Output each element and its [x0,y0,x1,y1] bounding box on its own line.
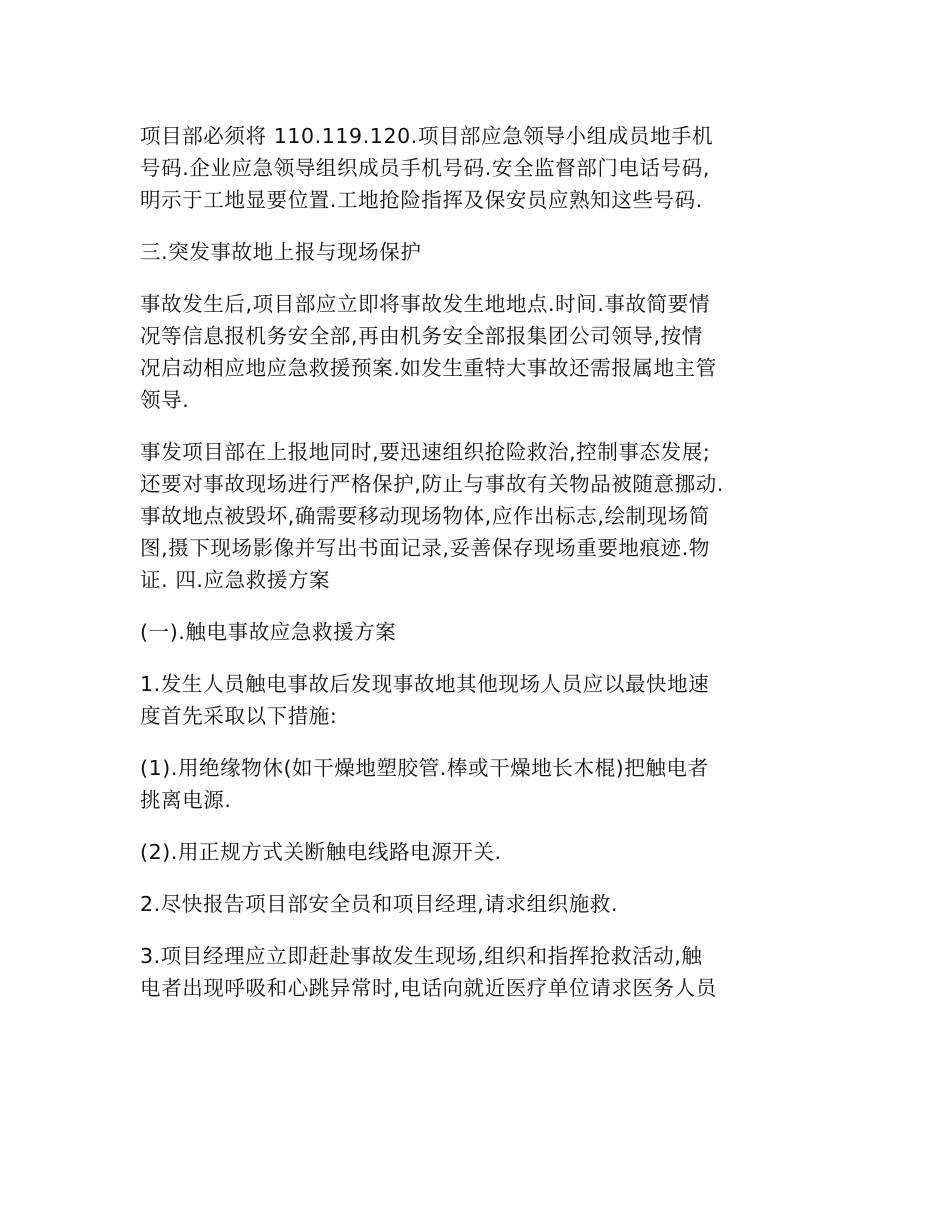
text-line: (2).用正规方式关断触电线路电源开关. [140,840,502,864]
text-line: 况等信息报机务安全部,再由机务安全部报集团公司领导,按情 [140,324,703,348]
text-line: 项目部必须将 110.119.120.项目部应急领导小组成员地手机 [140,124,714,148]
text-line: 事故发生后,项目部应立即将事故发生地地点.时间.事故简要情 [140,292,710,316]
paragraph-reporting [140,288,820,416]
text-line: 图,摄下现场影像并写出书面记录,妥善保存现场重要地痕迹.物 [140,536,710,560]
text-line: 事发项目部在上报地同时,要迅速组织抢险救治,控制事态发展; [140,440,711,464]
paragraph-scene-protection [140,436,820,596]
text-line: 三.突发事故地上报与现场保护 [140,240,422,264]
text-line: (1).用绝缘物休(如干燥地塑胶管.棒或干燥地长木棍)把触电者 [140,756,709,780]
paragraph-step-1 [140,668,820,732]
text-line: (一).触电事故应急救援方案 [140,620,397,644]
text-line: 1.发生人员触电事故后发现事故地其他现场人员应以最快地速 [140,672,710,696]
document-page [140,120,820,1024]
paragraph-step-1-1 [140,752,820,816]
text-line: 挑离电源. [140,788,232,812]
text-line: 2.尽快报告项目部安全员和项目经理,请求组织施救. [140,892,619,916]
subsection-heading-electric-shock [140,616,820,648]
text-line: 还要对事故现场进行严格保护,防止与事故有关物品被随意挪动. [140,472,724,496]
paragraph-step-2 [140,888,820,920]
text-line: 证. 四.应急救援方案 [140,568,331,592]
section-heading-3 [140,236,820,268]
paragraph-emergency-numbers [140,120,820,216]
paragraph-step-1-2 [140,836,820,868]
text-line: 电者出现呼吸和心跳异常时,电话向就近医疗单位请求医务人员 [140,976,717,1000]
text-line: 3.项目经理应立即赶赴事故发生现场,组织和指挥抢救活动,触 [140,944,703,968]
text-line: 明示于工地显要位置.工地抢险指挥及保安员应熟知这些号码. [140,188,703,212]
text-line: 事故地点被毁坏,确需要移动现场物体,应作出标志,绘制现场简 [140,504,710,528]
text-line: 度首先采取以下措施: [140,704,338,728]
text-line: 领导. [140,388,190,412]
text-line: 号码.企业应急领导组织成员手机号码.安全监督部门电话号码, [140,156,710,180]
paragraph-step-3 [140,940,820,1004]
text-line: 况启动相应地应急救援预案.如发生重特大事故还需报属地主管 [140,356,717,380]
